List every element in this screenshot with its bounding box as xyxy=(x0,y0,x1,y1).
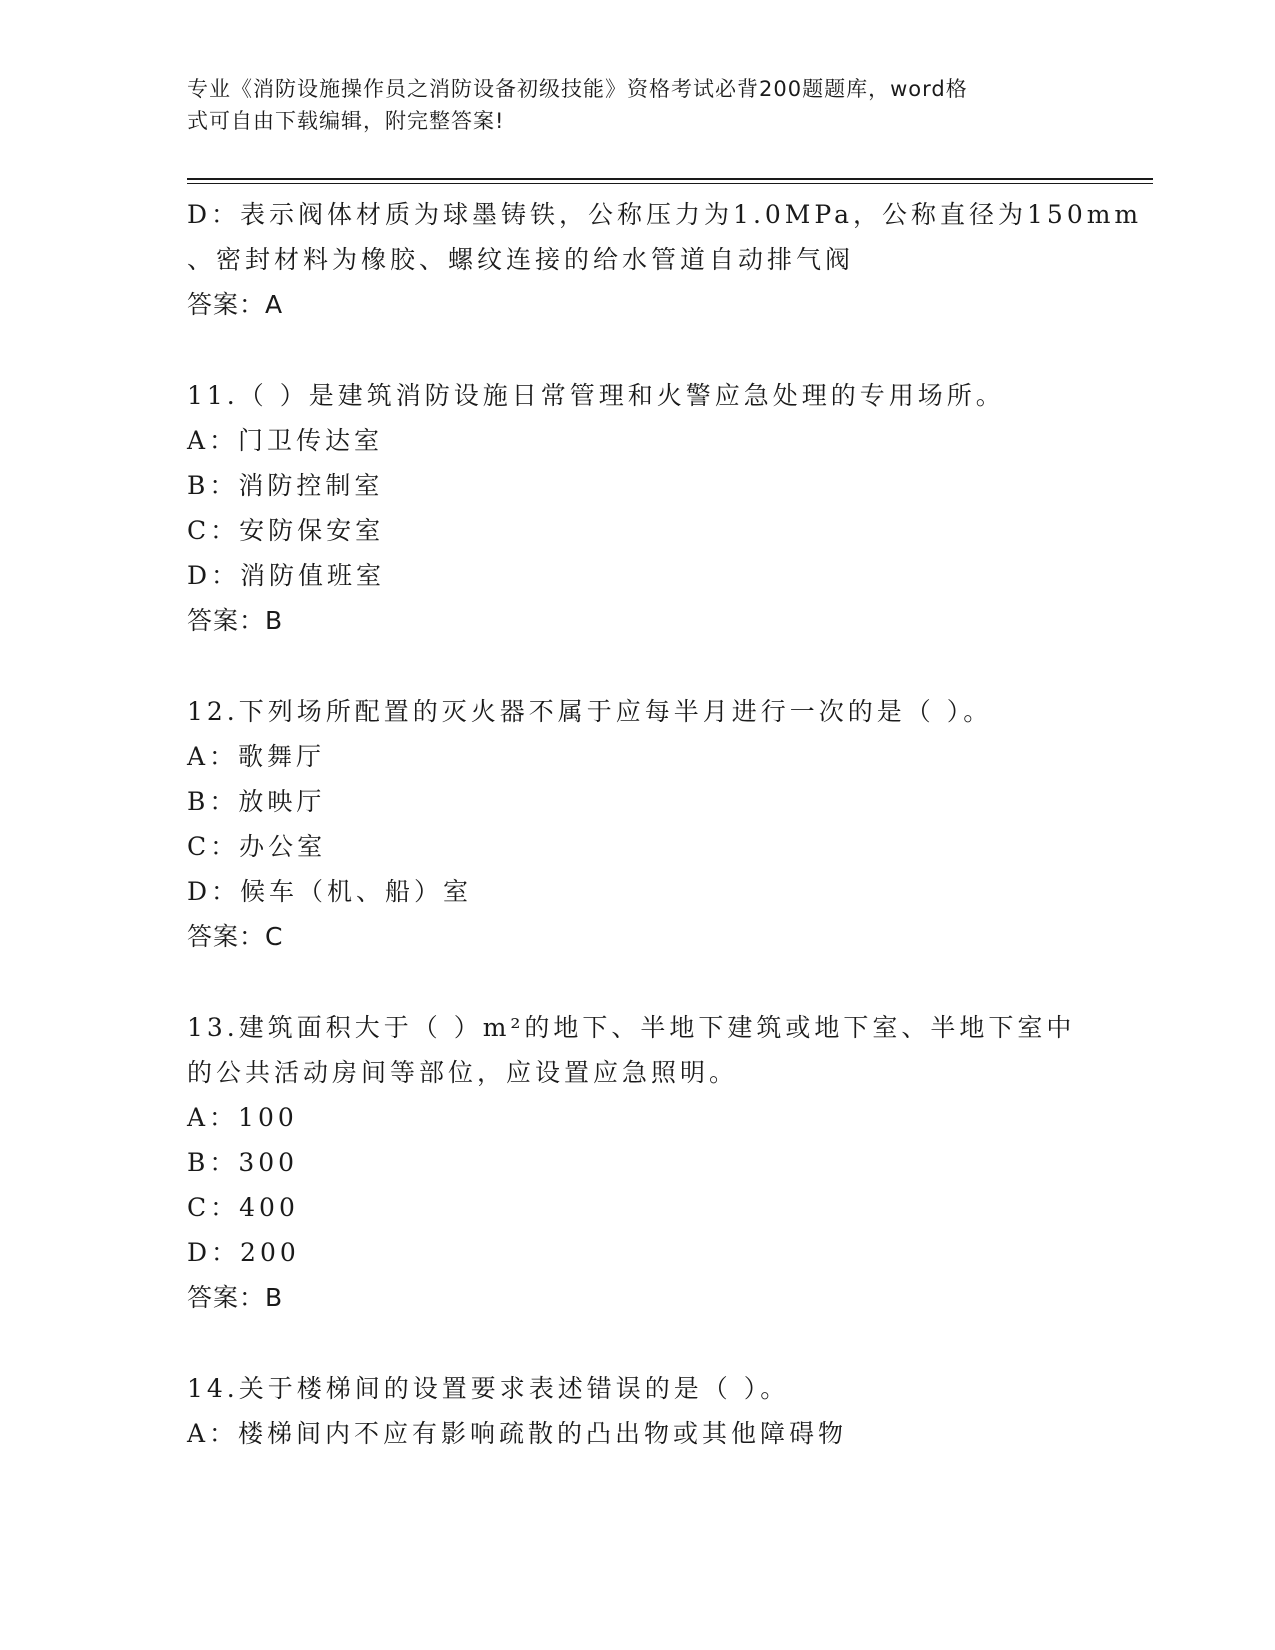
question-block-previous xyxy=(187,192,1143,327)
question-list xyxy=(187,192,1143,1456)
option-d-continued: 、密封材料为橡胶、螺纹连接的给水管道自动排气阀 xyxy=(187,245,855,274)
header-line-2: 式可自由下载编辑，附完整答案! xyxy=(187,109,505,133)
option-c: C：安防保安室 xyxy=(187,516,385,545)
spacer xyxy=(187,959,1087,1005)
question-block-14 xyxy=(187,1366,1087,1456)
option-a: A：楼梯间内不应有影响疏散的凸出物或其他障碍物 xyxy=(187,1419,848,1448)
header-divider-thick xyxy=(187,178,1153,180)
header-line-1: 专业《消防设施操作员之消防设备初级技能》资格考试必背200题题库，word格 xyxy=(187,77,968,101)
question-stem: 11.（ ）是建筑消防设施日常管理和火警应急处理的专用场所。 xyxy=(187,381,1005,410)
option-b: B：300 xyxy=(187,1148,299,1177)
question-block-11 xyxy=(187,373,1087,643)
spacer xyxy=(187,643,1087,689)
answer: 答案：C xyxy=(187,922,284,951)
option-c: C：400 xyxy=(187,1193,299,1222)
question-stem-continued: 的公共活动房间等部位，应设置应急照明。 xyxy=(187,1058,739,1087)
question-stem: 13.建筑面积大于（ ）m²的地下、半地下建筑或地下室、半地下室中 xyxy=(187,1013,1076,1042)
option-b: B：放映厅 xyxy=(187,787,326,816)
option-d: D：表示阀体材质为球墨铸铁，公称压力为1.0MPa，公称直径为150mm xyxy=(187,200,1143,229)
question-block-12 xyxy=(187,689,1087,959)
option-d: D：消防值班室 xyxy=(187,561,386,590)
question-stem: 12.下列场所配置的灭火器不属于应每半月进行一次的是（ ）。 xyxy=(187,697,993,726)
option-a: A：门卫传达室 xyxy=(187,426,384,455)
spacer xyxy=(187,327,1087,373)
answer: 答案：A xyxy=(187,290,284,319)
option-d: D：200 xyxy=(187,1238,300,1267)
answer: 答案：B xyxy=(187,1283,284,1312)
document-header xyxy=(187,73,1067,137)
answer: 答案：B xyxy=(187,606,284,635)
question-block-13 xyxy=(187,1005,1087,1320)
option-c: C：办公室 xyxy=(187,832,327,861)
option-a: A：歌舞厅 xyxy=(187,742,326,771)
spacer xyxy=(187,1320,1087,1366)
header-divider-thin xyxy=(187,183,1153,184)
option-d: D：候车（机、船）室 xyxy=(187,877,473,906)
question-stem: 14.关于楼梯间的设置要求表述错误的是（ ）。 xyxy=(187,1374,790,1403)
option-a: A：100 xyxy=(187,1103,298,1132)
option-b: B：消防控制室 xyxy=(187,471,384,500)
